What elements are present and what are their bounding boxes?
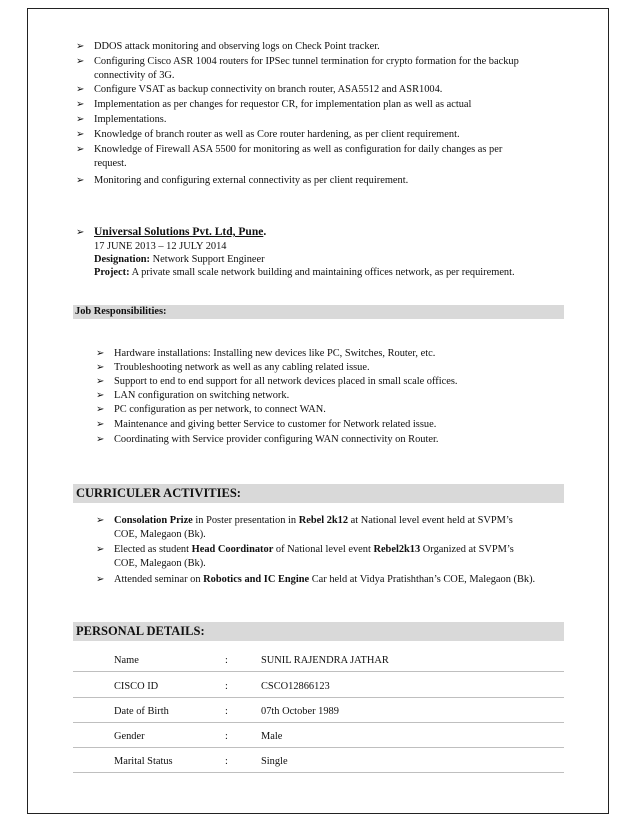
- detail-row: [114, 731, 534, 745]
- curricular-heading: CURRICULER ACTIVITIES:: [73, 484, 564, 503]
- list-item: [76, 55, 566, 82]
- arrow-bullet-icon: ➢: [76, 227, 85, 238]
- list-item: [96, 418, 436, 432]
- project-value: A private small scale network building and maintaining offices network, as per requirement.: [131, 267, 515, 278]
- bold-text: Head Coordinator: [191, 544, 274, 555]
- detail-row: [114, 756, 534, 770]
- plain-text: at National level event held at SVPM’s: [348, 515, 513, 526]
- row-divider: [73, 722, 564, 723]
- arrow-bullet-icon: ➢: [96, 515, 105, 526]
- row-divider: [73, 772, 564, 773]
- bold-text: Rebel2k13: [373, 544, 421, 555]
- detail-separator: :: [225, 655, 228, 666]
- row-divider: [73, 747, 564, 748]
- bullet-text: Knowledge of branch router as well as Core router hardening, as per client requirement.: [94, 129, 460, 140]
- list-item: [76, 113, 166, 127]
- list-item: [96, 347, 435, 361]
- list-item: [76, 174, 408, 188]
- detail-value: Single: [261, 756, 288, 767]
- bold-text: Rebel 2k12: [298, 515, 349, 526]
- plain-text: COE, Malegaon (Bk).: [114, 528, 206, 540]
- plain-text: Elected as student: [114, 544, 192, 555]
- bullet-text: DDOS attack monitoring and observing logs on Check Point tracker.: [94, 41, 380, 52]
- detail-separator: :: [225, 681, 228, 692]
- bold-text: Robotics and IC Engine: [203, 574, 310, 585]
- bullet-text: PC configuration as per network, to connect WAN.: [114, 404, 326, 415]
- detail-separator: :: [225, 731, 228, 742]
- list-item: [76, 40, 380, 54]
- detail-row: [114, 706, 534, 720]
- bullet-text: Configure VSAT as backup connectivity on branch router, ASA5512 and ASR1004.: [94, 84, 443, 95]
- project-line: [94, 266, 515, 279]
- designation-value: Network Support Engineer: [152, 254, 265, 265]
- job-responsibilities-heading: Job Responsibilities:: [73, 305, 564, 319]
- list-item: [96, 543, 566, 570]
- arrow-bullet-icon: ➢: [76, 99, 85, 110]
- list-item: [96, 433, 438, 447]
- arrow-bullet-icon: ➢: [96, 376, 105, 387]
- plain-text: Organized at SVPM’s: [420, 544, 514, 555]
- row-divider: [73, 697, 564, 698]
- detail-label: Gender: [114, 731, 145, 742]
- company-heading: ➢ Universal Solutions Pvt. Ltd, Pune.: [76, 226, 267, 238]
- detail-value: Male: [261, 731, 283, 742]
- plain-text: Attended seminar on: [114, 574, 204, 585]
- list-item: [96, 361, 370, 375]
- detail-label: CISCO ID: [114, 681, 159, 692]
- arrow-bullet-icon: ➢: [96, 348, 105, 359]
- designation-line: [94, 253, 265, 266]
- arrow-bullet-icon: ➢: [96, 574, 105, 585]
- designation-label: Designation:: [94, 254, 150, 265]
- bullet-text: Implementations.: [94, 114, 167, 125]
- bold-text: Consolation Prize: [114, 515, 193, 526]
- personal-details-heading: PERSONAL DETAILS:: [73, 622, 564, 641]
- bullet-text: Configuring Cisco ASR 1004 routers for IPSec tunnel termination for crypto formation for the backup: [94, 56, 519, 67]
- list-item: [76, 83, 442, 97]
- list-item: [76, 128, 460, 142]
- row-divider: [73, 671, 564, 672]
- bullet-text: Implementation as per changes for requestor CR, for implementation plan as well as actual: [94, 99, 472, 110]
- arrow-bullet-icon: ➢: [96, 419, 105, 430]
- employment-dates: 17 JUNE 2013 – 12 JULY 2014: [94, 241, 227, 252]
- bullet-text: LAN configuration on switching network.: [114, 390, 290, 401]
- list-item: [96, 514, 566, 541]
- detail-separator: :: [225, 706, 228, 717]
- arrow-bullet-icon: ➢: [76, 129, 85, 140]
- bullet-text: Maintenance and giving better Service to customer for Network related issue.: [114, 419, 437, 430]
- plain-text: COE, Malegaon (Bk).: [114, 557, 206, 569]
- list-item: [76, 98, 471, 112]
- bullet-text: Hardware installations: Installing new devices like PC, Switches, Router, etc.: [114, 348, 436, 359]
- list-item: [96, 375, 457, 389]
- detail-row: [114, 681, 534, 695]
- detail-label: Date of Birth: [114, 706, 169, 717]
- bullet-text: Troubleshooting network as well as any cabling related issue.: [114, 362, 370, 373]
- bullet-text: Support to end to end support for all network devices placed in small scale offices.: [114, 376, 458, 387]
- bullet-text: request.: [94, 157, 127, 169]
- arrow-bullet-icon: ➢: [96, 362, 105, 373]
- company-name: Universal Solutions Pvt. Ltd, Pune: [94, 226, 264, 238]
- detail-value: SUNIL RAJENDRA JATHAR: [261, 655, 389, 666]
- plain-text: in Poster presentation in: [192, 515, 299, 526]
- arrow-bullet-icon: ➢: [96, 390, 105, 401]
- detail-label: Marital Status: [114, 756, 173, 767]
- arrow-bullet-icon: ➢: [96, 434, 105, 445]
- list-item: [76, 143, 566, 170]
- arrow-bullet-icon: ➢: [96, 544, 105, 555]
- bullet-text: Coordinating with Service provider configuring WAN connectivity on Router.: [114, 434, 439, 445]
- project-label: Project:: [94, 267, 130, 278]
- bullet-text: connectivity of 3G.: [94, 69, 175, 81]
- arrow-bullet-icon: ➢: [76, 114, 85, 125]
- plain-text: Car held at Vidya Pratishthan’s COE, Malegaon (Bk).: [309, 574, 536, 585]
- arrow-bullet-icon: ➢: [76, 56, 85, 67]
- detail-value: 07th October 1989: [261, 706, 339, 717]
- arrow-bullet-icon: ➢: [76, 144, 85, 155]
- plain-text: of National level event: [273, 544, 374, 555]
- list-item: [96, 403, 326, 417]
- detail-label: Name: [114, 655, 139, 666]
- arrow-bullet-icon: ➢: [76, 175, 85, 186]
- detail-separator: :: [225, 756, 228, 767]
- detail-value: CSCO12866123: [261, 681, 330, 692]
- arrow-bullet-icon: ➢: [76, 84, 85, 95]
- arrow-bullet-icon: ➢: [76, 41, 85, 52]
- bullet-text: Knowledge of Firewall ASA 5500 for monitoring as well as configuration for daily changes as per: [94, 144, 503, 155]
- arrow-bullet-icon: ➢: [96, 404, 105, 415]
- list-item: [96, 389, 289, 403]
- detail-row: [114, 655, 534, 669]
- list-item: [96, 573, 566, 587]
- bullet-text: Monitoring and configuring external connectivity as per client requirement.: [94, 175, 409, 186]
